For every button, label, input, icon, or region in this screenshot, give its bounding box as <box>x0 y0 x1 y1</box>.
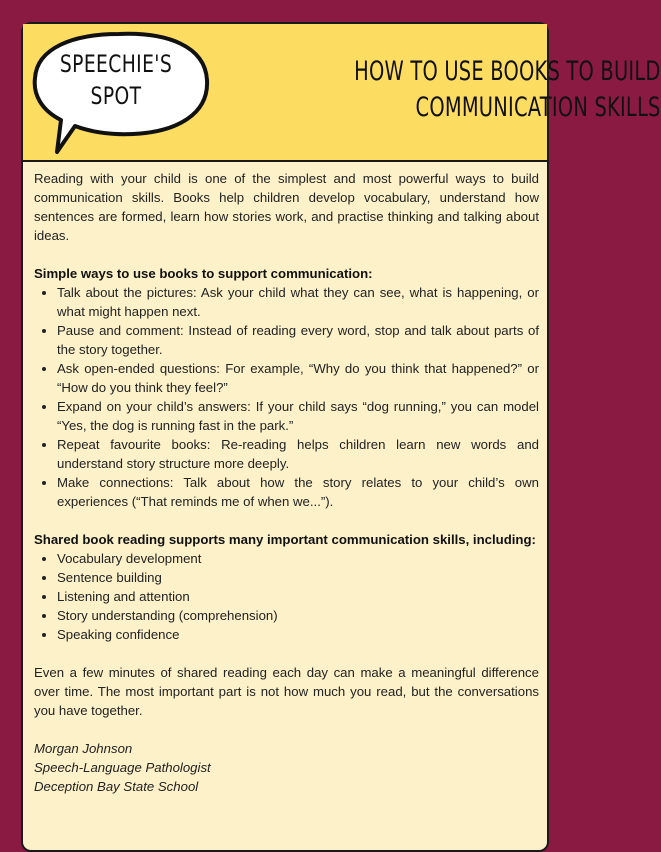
title-line-2: COMMUNICATION SKILLS <box>415 92 661 123</box>
list-item: • Make connections: Talk about how the story relates to your child’s own experiences (“That reminds me of when we...”). <box>57 473 539 511</box>
header-banner <box>23 24 661 162</box>
list-item: • Repeat favourite books: Re-reading helps children learn new words and understand story structure more deeply. <box>57 435 539 473</box>
list-item: • Ask open-ended questions: For example, “Why do you think that happened?” or “How do you think they feel?” <box>57 359 539 397</box>
ways-heading: Simple ways to use books to support communication: <box>34 266 373 281</box>
newsletter-card <box>21 22 661 852</box>
list-item: • Pause and comment: Instead of reading every word, stop and talk about parts of the story together. <box>57 321 539 359</box>
signature-block <box>34 739 539 796</box>
signature-school: Deception Bay State School <box>34 779 199 794</box>
list-item: • Talk about the pictures: Ask your child what they can see, what is happening, or what might happen next. <box>57 283 539 321</box>
list-item: • Story understanding (comprehension) <box>57 606 539 625</box>
brand-name <box>58 48 175 112</box>
skills-list <box>34 549 539 644</box>
list-item: • Speaking confidence <box>57 625 539 644</box>
ways-list <box>34 283 539 511</box>
page-title <box>235 54 661 126</box>
brand-line-2: SPOT <box>90 82 142 110</box>
article-body <box>34 169 539 796</box>
closing-paragraph: Even a few minutes of shared reading each day can make a meaningful difference over time. The most important part is not how much you read, but the conversations you have together. <box>34 665 539 718</box>
list-item: • Sentence building <box>57 568 539 587</box>
intro-paragraph: Reading with your child is one of the simplest and most powerful ways to build communication skills. Books help children develop vocabulary, understand how sentences are formed, learn how stories work, and practise thinking and talking about ideas. <box>34 171 539 243</box>
list-item: • Listening and attention <box>57 587 539 606</box>
signature-role: Speech-Language Pathologist <box>34 760 211 775</box>
list-item: • Expand on your child’s answers: If your child says “dog running,” you can model “Yes, the dog is running fast in the park.” <box>57 397 539 435</box>
brand-line-1: SPEECHIE'S <box>59 50 173 78</box>
skills-heading: Shared book reading supports many important communication skills, including: <box>34 532 536 547</box>
speech-bubble-logo <box>27 28 217 156</box>
list-item: • Vocabulary development <box>57 549 539 568</box>
signature-name: Morgan Johnson <box>34 741 133 756</box>
title-line-1: HOW TO USE BOOKS TO BUILD <box>354 56 661 87</box>
